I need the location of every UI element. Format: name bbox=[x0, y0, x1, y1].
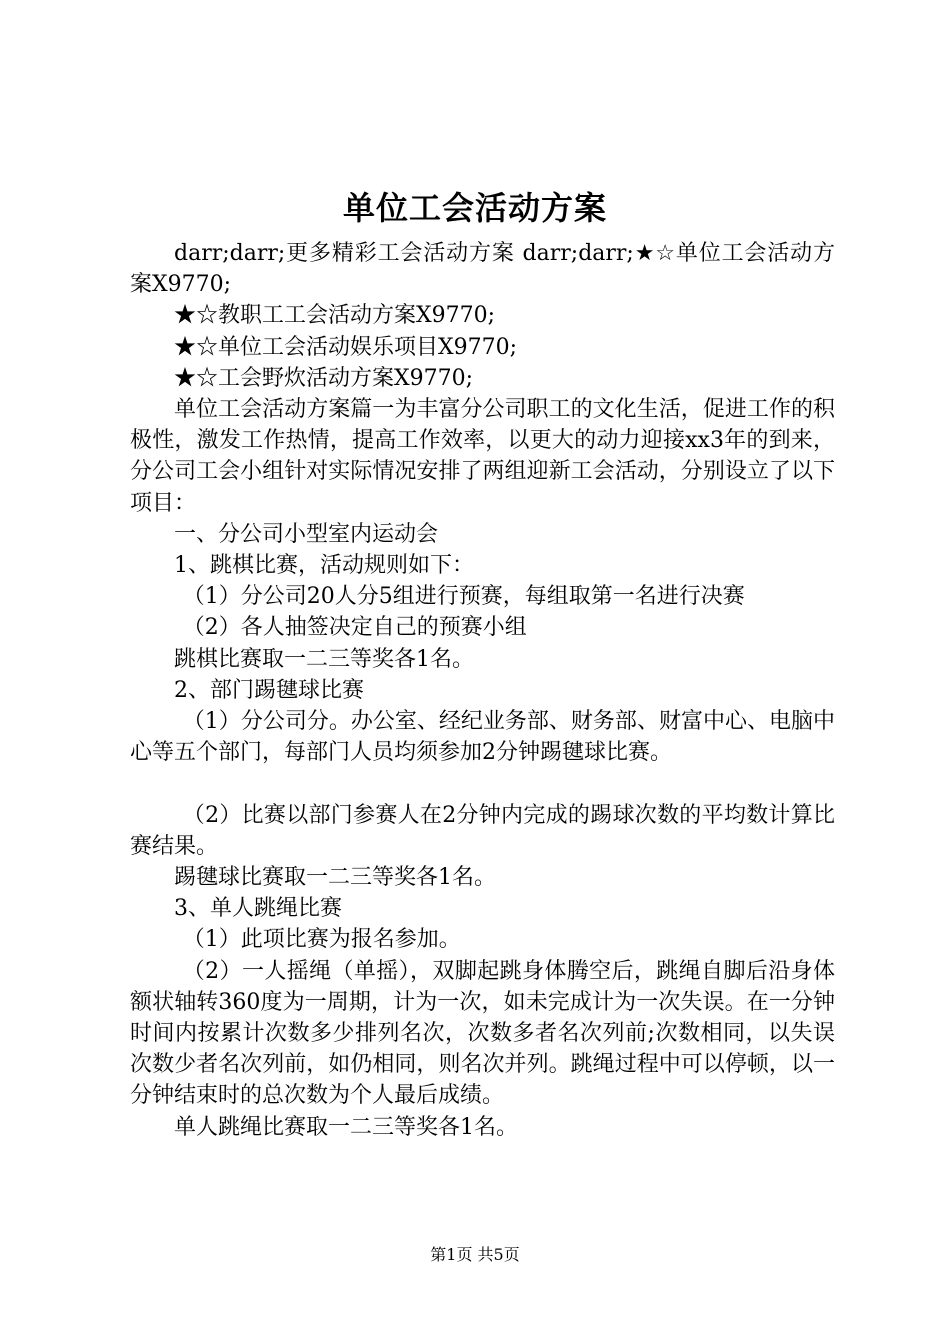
rule-checkers-2: （2）各人抽签决定自己的预赛小组 bbox=[182, 615, 527, 641]
document-body bbox=[130, 238, 835, 1143]
item-heading-jump-rope: 3、单人跳绳比赛 bbox=[174, 896, 342, 922]
rule-jump-rope-2: （2）一人摇绳（单摇），双脚起跳身体腾空后，跳绳自脚后沿身体额状轴转360度为一周期，计为一次，如未完成计为一次失误。在一分钟时间内按累计次数多少排列名次，次数多者名次列前;次数相同，以失误次数少者名次列前，如仍相同，则名次并列。跳绳过程中可以停顿，以一分钟结束时的总次数为个人最后成绩。 bbox=[130, 958, 835, 1109]
paragraph-intro: 单位工会活动方案篇一为丰富分公司职工的文化生活，促进工作的积极性，激发工作热情，提高工作效率，以更大的动力迎接xx3年的到来，分公司工会小组针对实际情况安排了两组迎新工会活动，分别设立了以下项目： bbox=[130, 397, 835, 516]
item-heading-checkers: 1、跳棋比赛，活动规则如下： bbox=[174, 553, 474, 579]
paragraph-link-teachers: ★☆教职工工会活动方案X9770; bbox=[174, 303, 496, 329]
rule-shuttlecock-2: （2）比赛以部门参赛人在2分钟内完成的踢球次数的平均数计算比赛结果。 bbox=[130, 802, 835, 859]
paragraph-more-links: darr;darr;更多精彩工会活动方案 darr;darr;★☆单位工会活动方案X9770; bbox=[130, 241, 835, 298]
paragraph-link-picnic: ★☆工会野炊活动方案X9770; bbox=[174, 365, 474, 391]
prize-jump-rope: 单人跳绳比赛取一二三等奖各1名。 bbox=[174, 1114, 518, 1140]
section-heading-indoor-games: 一、分公司小型室内运动会 bbox=[174, 521, 439, 547]
item-heading-shuttlecock: 2、部门踢毽球比赛 bbox=[174, 677, 364, 703]
paragraph-link-entertainment: ★☆单位工会活动娱乐项目X9770; bbox=[174, 334, 518, 360]
document-title: 单位工会活动方案 bbox=[342, 189, 607, 227]
rule-shuttlecock-1: （1）分公司分。办公室、经纪业务部、财务部、财富中心、电脑中心等五个部门，每部门人员均须参加2分钟踢毽球比赛。 bbox=[130, 709, 835, 766]
prize-shuttlecock: 踢毽球比赛取一二三等奖各1名。 bbox=[174, 865, 496, 891]
rule-checkers-1: （1）分公司20人分5组进行预赛，每组取第一名进行决赛 bbox=[182, 584, 745, 610]
page-footer: 第1页 共5页 bbox=[430, 1245, 520, 1264]
prize-checkers: 跳棋比赛取一二三等奖各1名。 bbox=[174, 646, 474, 672]
rule-jump-rope-1: （1）此项比赛为报名参加。 bbox=[182, 927, 461, 953]
